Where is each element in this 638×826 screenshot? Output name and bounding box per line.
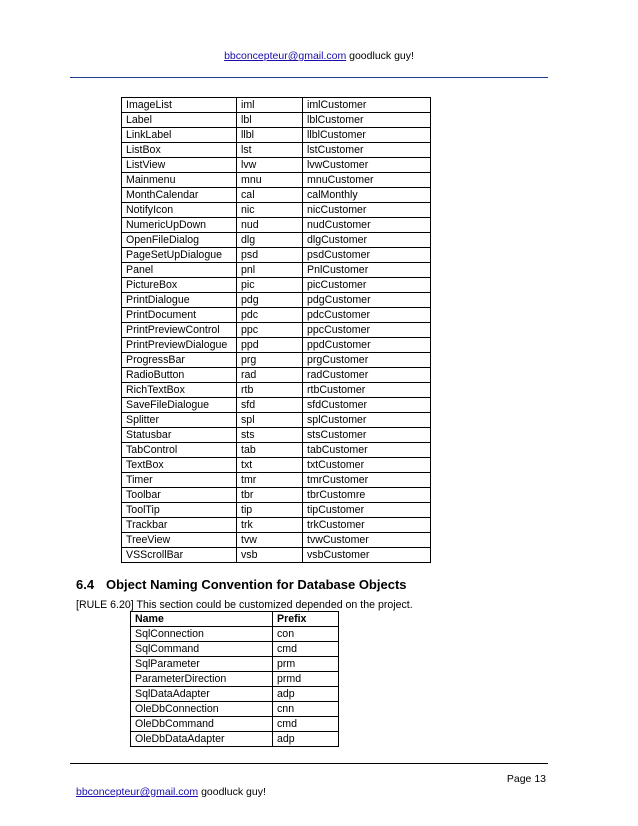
table-cell: PrintDocument [122,308,237,323]
table-cell: nicCustomer [303,203,431,218]
header-divider [70,77,548,78]
table-row [122,383,431,398]
table-cell: SaveFileDialogue [122,398,237,413]
table-cell: mnuCustomer [303,173,431,188]
table-cell: cal [237,188,303,203]
table-row [122,413,431,428]
table-cell: txtCustomer [303,458,431,473]
table-cell: tmrCustomer [303,473,431,488]
table-row [131,732,339,747]
table-row [122,368,431,383]
section-number: 6.4 [76,577,95,592]
table-cell: prm [273,657,339,672]
table-cell: PrintPreviewDialogue [122,338,237,353]
table-cell: sfd [237,398,303,413]
table-cell: txt [237,458,303,473]
table-cell: ParameterDirection [131,672,273,687]
table-row [122,113,431,128]
table-cell: imlCustomer [303,98,431,113]
table-cell: ListBox [122,143,237,158]
section-heading [76,577,407,592]
table-cell: ppd [237,338,303,353]
table-row [122,128,431,143]
table-cell: dlg [237,233,303,248]
table-cell: pdgCustomer [303,293,431,308]
table-cell: llbl [237,128,303,143]
table-cell: PrintPreviewControl [122,323,237,338]
table-row [122,323,431,338]
header-email-link[interactable]: bbconcepteur@gmail.com [224,50,347,62]
footer-tagline: goodluck guy! [201,786,266,798]
table-cell: con [273,627,339,642]
rule-text: This section could be customized depended on the project. [136,599,413,611]
table-cell: Label [122,113,237,128]
table-cell: rtb [237,383,303,398]
column-header-prefix: Prefix [273,612,339,627]
table-cell: SqlParameter [131,657,273,672]
table-cell: ToolTip [122,503,237,518]
table-cell: pdg [237,293,303,308]
table-cell: MonthCalendar [122,188,237,203]
table-row [122,473,431,488]
table-cell: ppdCustomer [303,338,431,353]
table-cell: stsCustomer [303,428,431,443]
rule-statement [76,599,413,611]
table-cell: mnu [237,173,303,188]
table-cell: Mainmenu [122,173,237,188]
table-cell: lbl [237,113,303,128]
table-cell: sts [237,428,303,443]
table-cell: dlgCustomer [303,233,431,248]
table-cell: PictureBox [122,278,237,293]
table-cell: llblCustomer [303,128,431,143]
table-cell: LinkLabel [122,128,237,143]
table-cell: radCustomer [303,368,431,383]
table-header-row [131,612,339,627]
table-cell: cmd [273,717,339,732]
table-cell: RadioButton [122,368,237,383]
table-row [122,188,431,203]
table-cell: cmd [273,642,339,657]
table-cell: sfdCustomer [303,398,431,413]
control-prefix-table [121,97,431,563]
table-cell: PageSetUpDialogue [122,248,237,263]
table-cell: TabControl [122,443,237,458]
table-cell: Timer [122,473,237,488]
table-row [122,158,431,173]
table-cell: ppc [237,323,303,338]
table-row [131,657,339,672]
table-cell: pdc [237,308,303,323]
table-cell: trkCustomer [303,518,431,533]
table-cell: rtbCustomer [303,383,431,398]
table-cell: tip [237,503,303,518]
table-cell: lstCustomer [303,143,431,158]
table-cell: RichTextBox [122,383,237,398]
table-row [122,398,431,413]
table-cell: NumericUpDown [122,218,237,233]
page-footer [76,786,266,798]
footer-divider [70,763,548,764]
table-row [131,627,339,642]
table-row [122,338,431,353]
table-cell: tipCustomer [303,503,431,518]
table-cell: iml [237,98,303,113]
table-cell: rad [237,368,303,383]
table-cell: tvwCustomer [303,533,431,548]
table-cell: tbrCustomre [303,488,431,503]
table-cell: OleDbCommand [131,717,273,732]
table-row [122,233,431,248]
table-row [122,248,431,263]
table-cell: Trackbar [122,518,237,533]
table-row [122,503,431,518]
table-cell: tabCustomer [303,443,431,458]
table-cell: Toolbar [122,488,237,503]
table-cell: prg [237,353,303,368]
table-cell: TreeView [122,533,237,548]
table-cell: prgCustomer [303,353,431,368]
table-cell: OleDbConnection [131,702,273,717]
table-cell: PnlCustomer [303,263,431,278]
table-cell: tmr [237,473,303,488]
table-cell: pic [237,278,303,293]
table-row [122,293,431,308]
table-row [122,278,431,293]
table-cell: Splitter [122,413,237,428]
table-row [122,458,431,473]
table-row [122,143,431,158]
page-number: Page 13 [506,773,546,785]
table-cell: prmd [273,672,339,687]
table-row [131,642,339,657]
table-row [122,428,431,443]
table-cell: SqlCommand [131,642,273,657]
table-row [122,353,431,368]
table-cell: adp [273,732,339,747]
table-cell: OleDbDataAdapter [131,732,273,747]
table-row [122,98,431,113]
section-title: Object Naming Convention for Database Objects [106,577,407,592]
table-cell: ListView [122,158,237,173]
table-row [122,488,431,503]
table-cell: nic [237,203,303,218]
table-row [122,263,431,278]
table-cell: VSScrollBar [122,548,237,563]
footer-email-link[interactable]: bbconcepteur@gmail.com [76,786,199,798]
table-cell: picCustomer [303,278,431,293]
header-tagline: goodluck guy! [349,50,414,62]
table-row [122,173,431,188]
table-row [122,308,431,323]
table-cell: nud [237,218,303,233]
table-cell: PrintDialogue [122,293,237,308]
table-row [122,218,431,233]
table-cell: spl [237,413,303,428]
table-cell: tab [237,443,303,458]
table-cell: pdcCustomer [303,308,431,323]
table-cell: NotifyIcon [122,203,237,218]
table-row [131,687,339,702]
table-row [122,533,431,548]
table-cell: SqlDataAdapter [131,687,273,702]
table-cell: calMonthly [303,188,431,203]
table-cell: Panel [122,263,237,278]
table-cell: SqlConnection [131,627,273,642]
table-row [122,443,431,458]
table-cell: nudCustomer [303,218,431,233]
table-cell: OpenFileDialog [122,233,237,248]
table-cell: vsbCustomer [303,548,431,563]
table-row [131,702,339,717]
rule-tag: [RULE 6.20] [76,599,134,611]
table-row [122,548,431,563]
table-cell: vsb [237,548,303,563]
table-cell: ImageList [122,98,237,113]
table-cell: tbr [237,488,303,503]
table-cell: splCustomer [303,413,431,428]
table-row [131,717,339,732]
table-row [131,672,339,687]
table-cell: adp [273,687,339,702]
table-cell: psd [237,248,303,263]
table-cell: pnl [237,263,303,278]
table-cell: tvw [237,533,303,548]
table-cell: cnn [273,702,339,717]
table-cell: lvwCustomer [303,158,431,173]
table-cell: ProgressBar [122,353,237,368]
page-header [0,50,638,62]
table-cell: lst [237,143,303,158]
database-prefix-table [130,611,339,747]
table-cell: ppcCustomer [303,323,431,338]
table-cell: Statusbar [122,428,237,443]
table-cell: trk [237,518,303,533]
table-cell: lvw [237,158,303,173]
table-cell: lblCustomer [303,113,431,128]
table-cell: TextBox [122,458,237,473]
column-header-name: Name [131,612,273,627]
table-cell: psdCustomer [303,248,431,263]
table-row [122,203,431,218]
table-row [122,518,431,533]
